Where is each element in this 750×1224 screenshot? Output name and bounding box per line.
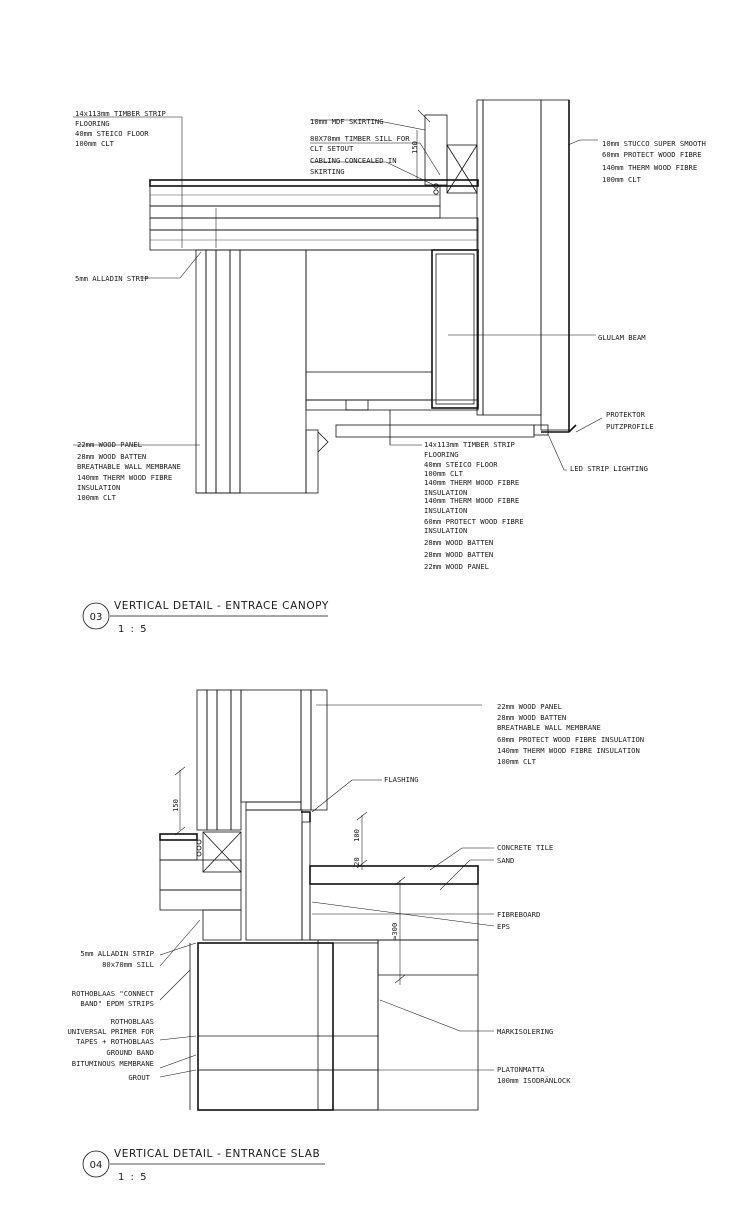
label-04-dim-20: 20	[352, 857, 361, 866]
label-concrete-tile: CONCRETE TILE	[497, 843, 554, 852]
label-floor-1: 14x113mm TIMBER STRIP	[75, 109, 166, 118]
label-floor-2: FLOORING	[75, 119, 110, 128]
label-rothoblaas-primer-3: TAPES + ROTHOBLAAS	[76, 1037, 154, 1046]
detail-04-number: 04	[89, 1160, 103, 1171]
label-platonmatta-2: 100mm ISODRÄNLOCK	[497, 1076, 571, 1085]
label-03-alladin: 5mm ALLADIN STRIP	[75, 274, 149, 283]
label-rothoblaas-band-1: ROTHOBLAAS "CONNECT	[71, 989, 154, 998]
label-panel-3: BREATHABLE WALL MEMBRANE	[77, 462, 181, 471]
label-04-alladin: 5mm ALLADIN STRIP	[80, 949, 154, 958]
label-canopy-1: 14x113mm TIMBER STRIP	[424, 440, 515, 449]
label-04-wall-2: 28mm WOOD BATTEN	[497, 713, 567, 722]
label-canopy-5: 140mm THERM WOOD FIBRE	[424, 478, 520, 487]
detail-04-drawing	[160, 690, 494, 1110]
label-04-wall-6: 100mm CLT	[497, 757, 536, 766]
label-panel-5: INSULATION	[77, 483, 121, 492]
label-platonmatta-1: PLATONMATTA	[497, 1065, 545, 1074]
label-glulam: GLULAM BEAM	[598, 333, 646, 342]
label-04-dim-150: 150	[171, 799, 180, 812]
detail-03-title: VERTICAL DETAIL - ENTRACE CANOPY	[114, 600, 329, 612]
label-protektor-2: PUTZPROFILE	[606, 422, 654, 431]
label-wall-2: 60mm PROTECT WOOD FIBRE	[602, 150, 702, 159]
label-canopy-3: 40mm STEICO FLOOR	[424, 460, 498, 469]
label-rothoblaas-primer-2: UNIVERSAL PRIMER FOR	[67, 1027, 154, 1036]
label-skirting-1: 10mm MDF SKIRTING	[310, 117, 384, 126]
label-flashing: FLASHING	[384, 775, 419, 784]
detail-03-title-block	[83, 600, 329, 635]
label-floor-4: 100mm CLT	[75, 139, 114, 148]
label-panel-6: 100mm CLT	[77, 493, 116, 502]
detail-04-title: VERTICAL DETAIL - ENTRANCE SLAB	[114, 1148, 321, 1160]
label-canopy-7: 140mm THERM WOOD FIBRE	[424, 496, 520, 505]
label-canopy-2: FLOORING	[424, 450, 459, 459]
label-wall-1: 10mm STUCCO SUPER SMOOTH	[602, 139, 706, 148]
detail-03-scale: 1 : 5	[118, 624, 148, 635]
label-canopy-4: 100mm CLT	[424, 469, 463, 478]
label-markisolering: MARKISOLERING	[497, 1027, 554, 1036]
label-canopy-8: INSULATION	[424, 506, 468, 515]
label-wall-4: 100mm CLT	[602, 175, 641, 184]
label-rothoblaas-band-2: BAND" EPDM STRIPS	[80, 999, 154, 1008]
label-canopy-9: 60mm PROTECT WOOD FIBRE	[424, 517, 524, 526]
detail-03-number: 03	[89, 612, 103, 623]
label-rothoblaas-primer-4: GROUND BAND	[106, 1048, 154, 1057]
detail-04-scale: 1 : 5	[118, 1172, 148, 1183]
label-skirting-5: SKIRTING	[310, 167, 345, 176]
label-protektor-1: PROTEKTOR	[606, 410, 645, 419]
label-panel-4: 140mm THERM WOOD FIBRE	[77, 473, 173, 482]
label-panel-2: 28mm WOOD BATTEN	[77, 452, 147, 461]
label-sand: SAND	[497, 856, 515, 865]
label-fibreboard: FIBREBOARD	[497, 910, 541, 919]
label-canopy-6: INSULATION	[424, 488, 468, 497]
label-grout: GROUT	[128, 1073, 150, 1082]
label-04-wall-4: 60mm PROTECT WOOD FIBRE INSULATION	[497, 735, 645, 744]
detail-04-title-block	[83, 1148, 325, 1183]
label-04-wall-1: 22mm WOOD PANEL	[497, 702, 562, 711]
label-wall-3: 140mm THERM WOOD FIBRE	[602, 163, 698, 172]
label-eps: EPS	[497, 922, 510, 931]
label-04-wall-3: BREATHABLE WALL MEMBRANE	[497, 723, 601, 732]
label-canopy-13: 22mm WOOD PANEL	[424, 562, 489, 571]
label-skirting-3: CLT SETOUT	[310, 144, 354, 153]
detail-04-labels	[67, 702, 644, 1085]
label-skirting-4: CABLING CONCEALED IN	[310, 156, 397, 165]
label-04-sill: 80x70mm SILL	[102, 960, 154, 969]
label-canopy-10: INSULATION	[424, 526, 468, 535]
label-04-wall-5: 140mm THERM WOOD FIBRE INSULATION	[497, 746, 640, 755]
label-rothoblaas-primer-1: ROTHOBLAAS	[110, 1017, 154, 1026]
label-led: LED STRIP LIGHTING	[570, 464, 648, 473]
label-04-dim-100: 100	[352, 829, 361, 842]
label-canopy-11: 28mm WOOD BATTEN	[424, 538, 494, 547]
label-bituminous: BITUMINOUS MEMBRANE	[71, 1059, 154, 1068]
label-skirting-2: 80X70mm TIMBER SILL FOR	[310, 134, 410, 143]
label-panel-1: 22mm WOOD PANEL	[77, 440, 142, 449]
label-03-dim-150: 150	[410, 141, 419, 154]
label-canopy-12: 28mm WOOD BATTEN	[424, 550, 494, 559]
label-04-dim-300: ≈300	[390, 922, 399, 940]
detail-03-labels	[75, 109, 706, 571]
label-floor-3: 40mm STEICO FLOOR	[75, 129, 149, 138]
